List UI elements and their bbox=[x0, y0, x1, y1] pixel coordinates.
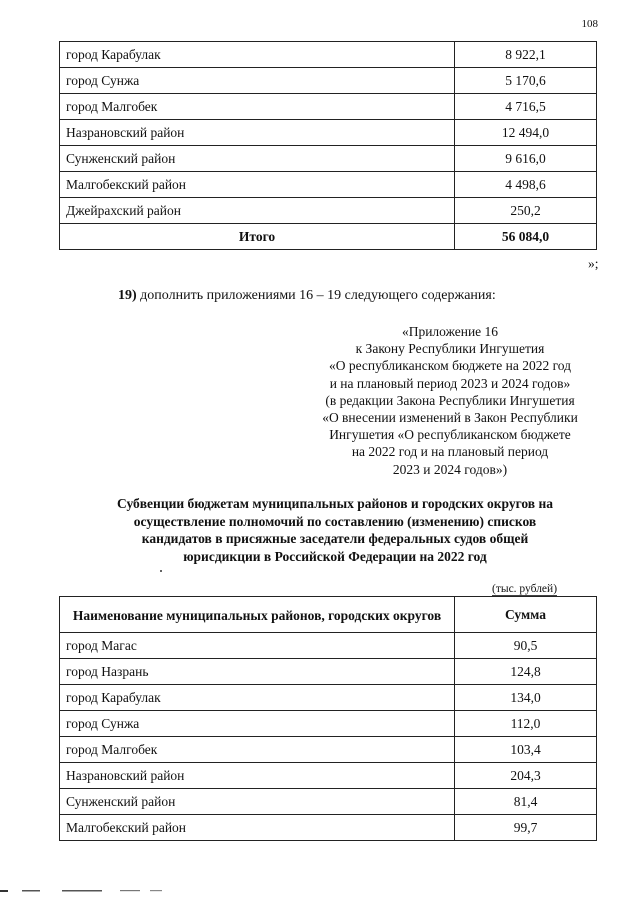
table-row bbox=[60, 685, 597, 711]
row-name: Назрановский район bbox=[60, 763, 455, 789]
units-label: (тыс. рублей) bbox=[492, 583, 558, 595]
table-continued bbox=[59, 41, 597, 250]
appendix-line: 2023 и 2024 годов») bbox=[392, 461, 508, 477]
appendix-line: «О республиканском бюджете на 2022 год bbox=[328, 358, 572, 374]
row-name: город Сунжа bbox=[60, 711, 455, 737]
row-name: Джейрахский район bbox=[60, 198, 455, 224]
table-row bbox=[60, 763, 597, 789]
page-number: 108 bbox=[581, 18, 598, 30]
item-number: 19) bbox=[118, 288, 137, 303]
table-row bbox=[60, 42, 597, 68]
table-row bbox=[60, 94, 597, 120]
row-name: Малгобекский район bbox=[60, 172, 455, 198]
row-name: город Магас bbox=[60, 633, 455, 659]
row-value: 12 494,0 bbox=[455, 120, 597, 146]
subventions-table bbox=[59, 596, 597, 841]
row-name: город Назрань bbox=[60, 659, 455, 685]
item-text: дополнить приложениями 16 – 19 следующего содержания: bbox=[136, 288, 496, 303]
table-row bbox=[60, 172, 597, 198]
row-name: город Карабулак bbox=[60, 42, 455, 68]
title-line: кандидатов в присяжные заседатели федеральных судов общей bbox=[141, 531, 529, 546]
document-title bbox=[70, 495, 600, 565]
scan-dot bbox=[160, 570, 162, 572]
row-value: 99,7 bbox=[455, 815, 597, 841]
appendix-line: «О внесении изменений в Закон Республики bbox=[322, 410, 578, 426]
row-name: Назрановский район bbox=[60, 120, 455, 146]
item-19 bbox=[118, 288, 496, 304]
row-value: 112,0 bbox=[455, 711, 597, 737]
appendix-line: Ингушетия «О республиканском бюджете bbox=[329, 427, 571, 443]
row-value: 5 170,6 bbox=[455, 68, 597, 94]
title-line: юрисдикции в Российской Федерации на 2022 год bbox=[183, 548, 487, 564]
header-value: Сумма bbox=[455, 597, 597, 633]
row-value: 9 616,0 bbox=[455, 146, 597, 172]
scan-artifacts bbox=[0, 888, 200, 894]
row-value: 250,2 bbox=[455, 198, 597, 224]
appendix-line: и на плановый период 2023 и 2024 годов» bbox=[329, 375, 571, 391]
table-row bbox=[60, 737, 597, 763]
row-name: город Малгобек bbox=[60, 737, 455, 763]
row-value: 4 498,6 bbox=[455, 172, 597, 198]
row-name: город Карабулак bbox=[60, 685, 455, 711]
row-name: Малгобекский район bbox=[60, 815, 455, 841]
header-name: Наименование муниципальных районов, городских округов bbox=[60, 597, 455, 633]
row-name: Сунженский район bbox=[60, 789, 455, 815]
row-value: 90,5 bbox=[455, 633, 597, 659]
appendix-line: на 2022 год и на плановый период bbox=[351, 444, 549, 460]
row-name: город Малгобек bbox=[60, 94, 455, 120]
appendix-line: к Закону Республики Ингушетия bbox=[355, 341, 545, 357]
row-value: 81,4 bbox=[455, 789, 597, 815]
title-line: Субвенции бюджетам муниципальных районов и городских округов на bbox=[117, 496, 553, 511]
table-header bbox=[60, 597, 597, 633]
appendix-line: «Приложение 16 bbox=[401, 324, 499, 339]
appendix-line: (в редакции Закона Республики Ингушетия bbox=[325, 392, 575, 408]
table-row bbox=[60, 815, 597, 841]
row-name: город Сунжа bbox=[60, 68, 455, 94]
table-row bbox=[60, 146, 597, 172]
total-label: Итого bbox=[60, 224, 455, 250]
total-value: 56 084,0 bbox=[455, 224, 597, 250]
table-row bbox=[60, 789, 597, 815]
table-row bbox=[60, 68, 597, 94]
row-value: 204,3 bbox=[455, 763, 597, 789]
row-value: 4 716,5 bbox=[455, 94, 597, 120]
table-row bbox=[60, 659, 597, 685]
table-row bbox=[60, 633, 597, 659]
table-row bbox=[60, 198, 597, 224]
row-value: 134,0 bbox=[455, 685, 597, 711]
row-value: 103,4 bbox=[455, 737, 597, 763]
total-row bbox=[60, 224, 597, 250]
row-name: Сунженский район bbox=[60, 146, 455, 172]
title-line: осуществление полномочий по составлению (изменению) списков bbox=[133, 513, 537, 529]
table-row bbox=[60, 711, 597, 737]
table-row bbox=[60, 120, 597, 146]
closing-mark: »; bbox=[588, 256, 599, 271]
row-value: 124,8 bbox=[455, 659, 597, 685]
row-value: 8 922,1 bbox=[455, 42, 597, 68]
appendix-heading bbox=[290, 323, 610, 478]
